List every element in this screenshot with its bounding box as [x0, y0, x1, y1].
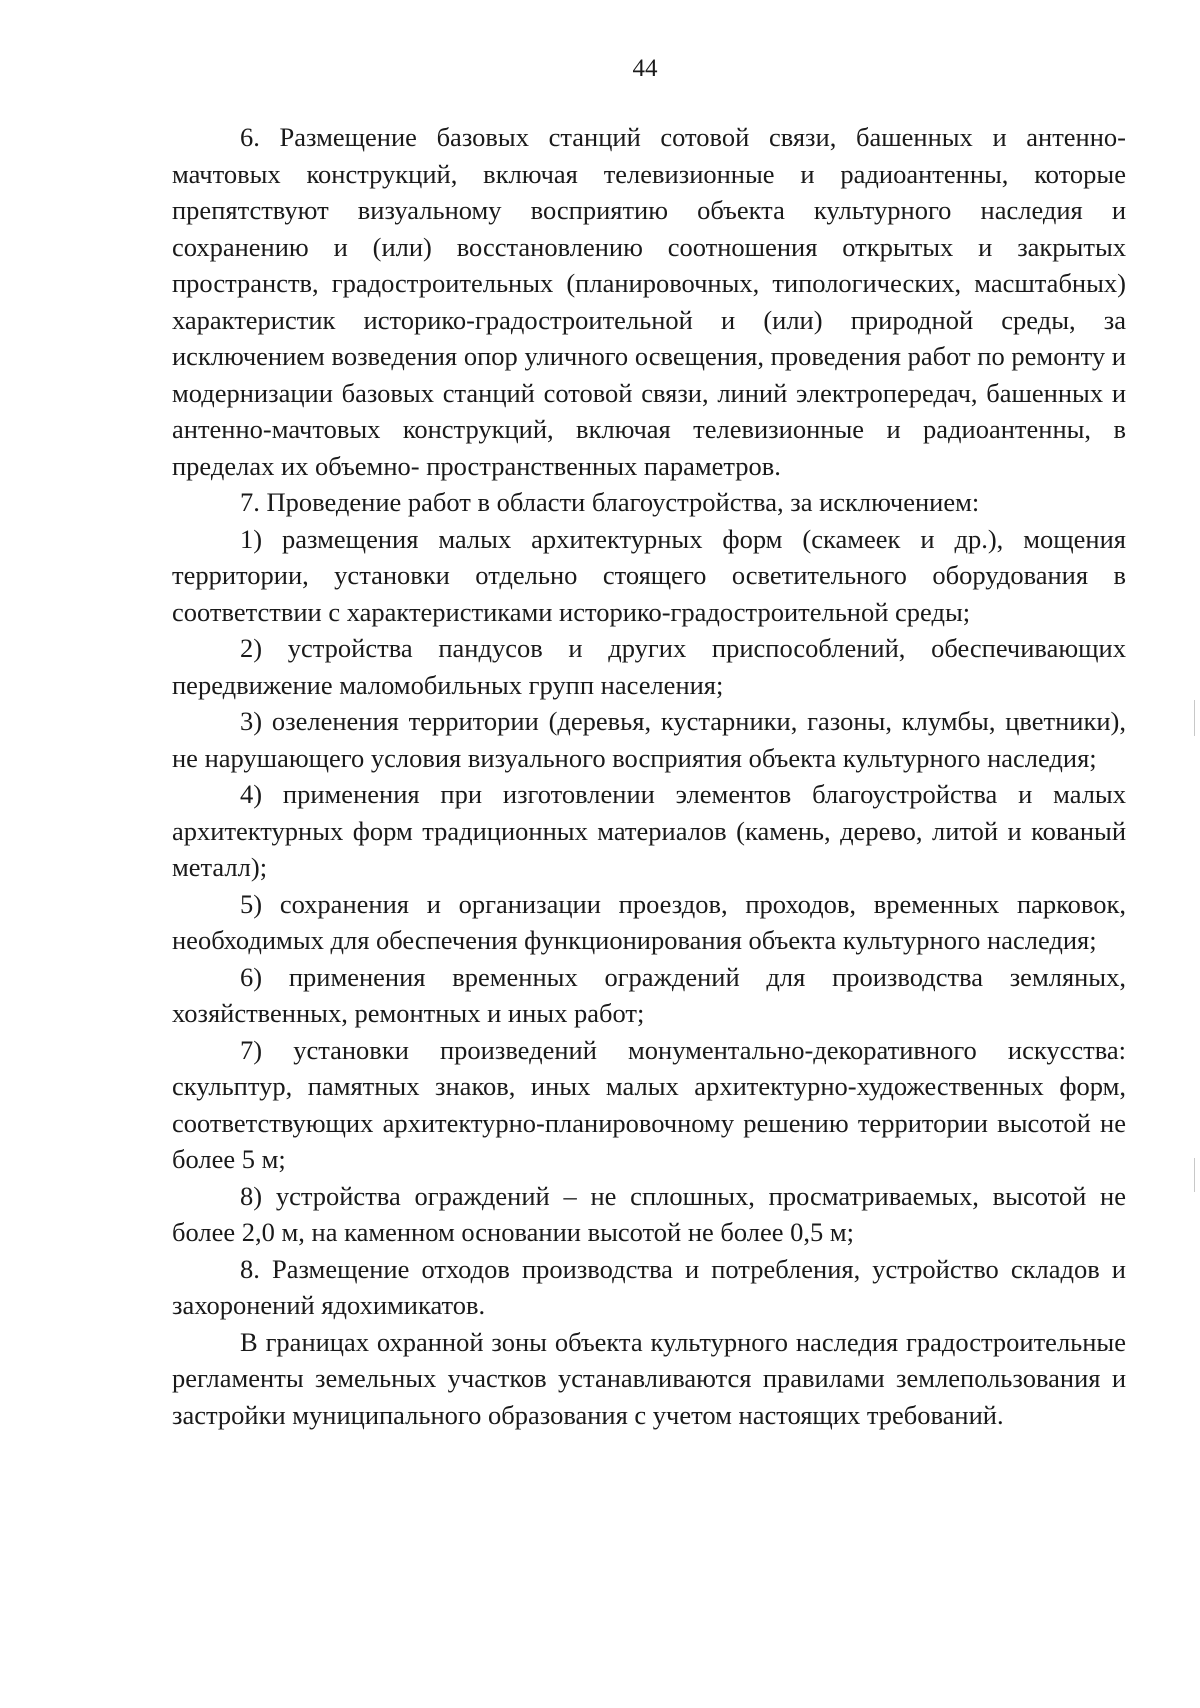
subitem-7: 7) установки произведений монументально-декоративного искусства: скульптур, памятных знаков, иных малых архитектурно-художественных форм, соответствующих архитектурно-планировочному решению территории высотой не более 5 м;	[172, 1034, 1126, 1174]
page-number: 44	[632, 55, 658, 82]
subitem-1: 1) размещения малых архитектурных форм (скамеек и др.), мощения территории, установки отдельно стоящего осветительного оборудования в соответствии с характеристиками историко-градостроительной среды;	[172, 523, 1126, 627]
subitem-6: 6) применения временных ограждений для производства земляных, хозяйственных, ремонтных и иных работ;	[172, 961, 1126, 1028]
closing-paragraph: В границах охранной зоны объекта культурного наследия градостроительные регламенты земельных участков устанавливаются правилами землепользования и застройки муниципального образования с учетом настоящих требований.	[172, 1326, 1126, 1430]
subitem-2: 2) устройства пандусов и других приспособлений, обеспечивающих передвижение маломобильных групп населения;	[172, 633, 1126, 700]
paragraph-item-6: 6. Размещение базовых станций сотовой связи, башенных и антенно-мачтовых конструкций, включая телевизионные и радиоантенны, которые препятствуют визуальному восприятию объекта культурного наследия и сохранению и (или) восстановлению соотношения открытых и закрытых пространств, градостроительных (планировочных, типологических, масштабных) характеристик историко-градостроительной и (или) природной среды, за исключением возведения опор уличного освещения, проведения работ по ремонту и модернизации базовых станций сотовой связи, линий электропередач, башенных и антенно-мачтовых конструкций, включая телевизионные и радиоантенны, в пределах их объемно- пространственных параметров.	[172, 122, 1126, 481]
subitem-3: 3) озеленения территории (деревья, кустарники, газоны, клумбы, цветники), не нарушающего условия визуального восприятия объекта культурного наследия;	[172, 706, 1126, 773]
document-body	[172, 119, 1126, 1433]
scan-margin-mark	[1194, 1158, 1195, 1192]
paragraph-item-8: 8. Размещение отходов производства и потребления, устройство складов и захоронений ядохимикатов.	[172, 1253, 1126, 1320]
paragraph-item-7: 7. Проведение работ в области благоустройства, за исключением:	[240, 487, 980, 517]
subitem-8: 8) устройства ограждений – не сплошных, просматриваемых, высотой не более 2,0 м, на каменном основании высотой не более 0,5 м;	[172, 1180, 1126, 1247]
subitem-5: 5) сохранения и организации проездов, проходов, временных парковок, необходимых для обеспечения функционирования объекта культурного наследия;	[172, 888, 1126, 955]
subitem-4: 4) применения при изготовлении элементов благоустройства и малых архитектурных форм традиционных материалов (камень, дерево, литой и кованый металл);	[172, 779, 1126, 882]
scan-margin-mark	[1194, 700, 1195, 736]
